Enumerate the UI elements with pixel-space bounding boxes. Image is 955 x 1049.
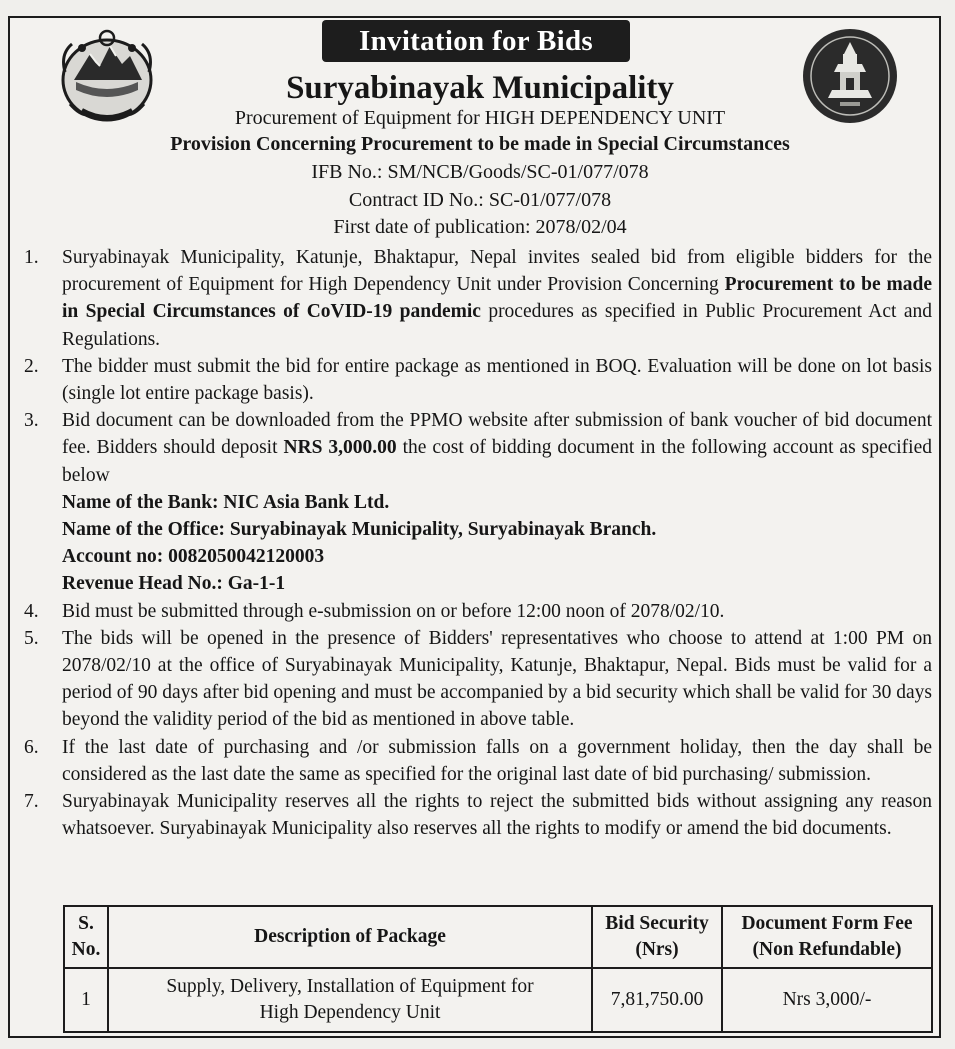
clause-number: 5. [24,627,39,649]
nepal-government-emblem-icon [52,24,162,128]
clause-text: The bidder must submit the bid for entire package as mentioned in BOQ. Evaluation will be done on lot basis (single lot entire package basis). [62,355,932,405]
provision-line: Provision Concerning Procurement to be made in Special Circumstances [170,133,790,155]
clause-text: the cost of bidding document in the following account as specified below [62,437,932,486]
header-sn: S. No. [64,906,108,968]
contract-id: Contract ID No.: SC-01/077/078 [348,189,612,211]
clause-item [24,788,932,842]
clause-number: 4. [24,600,39,622]
clause-number: 1. [24,247,39,268]
clause-text: Suryabinayak Municipality reserves all the rights to reject the submitted bids without assigning any reason whatsoever. Suryabinayak Municipality also reserves all the rights to modify or amend the bid documents. [62,791,932,840]
procurement-line: Procurement of Equipment for HIGH DEPENDENCY UNIT [234,107,726,129]
header-bid-security: Bid Security (Nrs) [592,906,722,968]
clause-text: If the last date of purchasing and /or submission falls on a government holiday, then the day shall be considered as the last date the same as specified for the original last date of bid purchasing/ submission. [62,736,932,785]
clause-number: 2. [24,355,39,377]
clause-item [24,625,932,734]
cell-description: Supply, Delivery, Installation of Equipment for High Dependency Unit [108,968,592,1032]
clause-item [24,353,932,407]
cell-sn: 1 [64,968,108,1032]
package-table [63,905,933,1033]
clause-number: 7. [24,791,39,813]
clause-text: The bids will be opened in the presence of Bidders' representatives who choose to attend at 1:00 PM on 2078/02/10 at the office of Suryabinayak Municipality, Katunje, Bhaktapur, Nepal. Bids must be valid for a period of 90 days after bid opening and must be accompanied by a bid security which shall be valid for 30 days beyond the validity period of the bid as mentioned in above table. [62,627,932,731]
office-name: Name of the Office: Suryabinayak Municipality, Suryabinayak Branch. [62,519,657,541]
clause-text: procedures as specified in Public Procurement Act and Regulations. [62,301,932,350]
publication-date: First date of publication: 2078/02/04 [333,216,627,238]
revenue-head: Revenue Head No.: Ga-1-1 [62,573,286,595]
ifb-number: IFB No.: SM/NCB/Goods/SC-01/077/078 [311,161,649,183]
table-row [64,968,932,1032]
cell-document-fee: Nrs 3,000/- [722,968,932,1032]
clause-item [24,244,932,353]
invitation-banner: Invitation for Bids [322,20,630,62]
clause-number: 6. [24,736,39,758]
header-document-fee: Document Form Fee (Non Refundable) [722,906,932,968]
table-header-row [64,906,932,968]
clause-text: Suryabinayak Municipality, Katunje, Bhaktapur, Nepal invites sealed bid from eligible bidders for the procurement of Equipment for High Dependency Unit under Provision Concerning [62,247,932,296]
clause-bold-text: Procurement to be made in Special Circumstances of CoVID-19 pandemic [62,274,932,323]
organization-title: Suryabinayak Municipality [286,70,674,106]
clause-bold-text: NRS 3,000.00 [283,437,397,459]
clause-list [24,244,932,842]
header-description: Description of Package [108,906,592,968]
clause-text: Bid must be submitted through e-submission on or before 12:00 noon of 2078/02/10. [62,600,725,622]
clause-number: 3. [24,410,39,432]
account-number: Account no: 0082050042120003 [62,546,325,568]
clause-item [24,598,932,625]
municipality-seal-icon [800,26,900,126]
clause-item [24,407,932,597]
clause-item [24,734,932,788]
cell-bid-security: 7,81,750.00 [592,968,722,1032]
clause-text: Bid document can be downloaded from the PPMO website after submission of bank voucher of bid document fee. Bidders should deposit [62,410,932,459]
bank-name: Name of the Bank: NIC Asia Bank Ltd. [62,491,390,513]
